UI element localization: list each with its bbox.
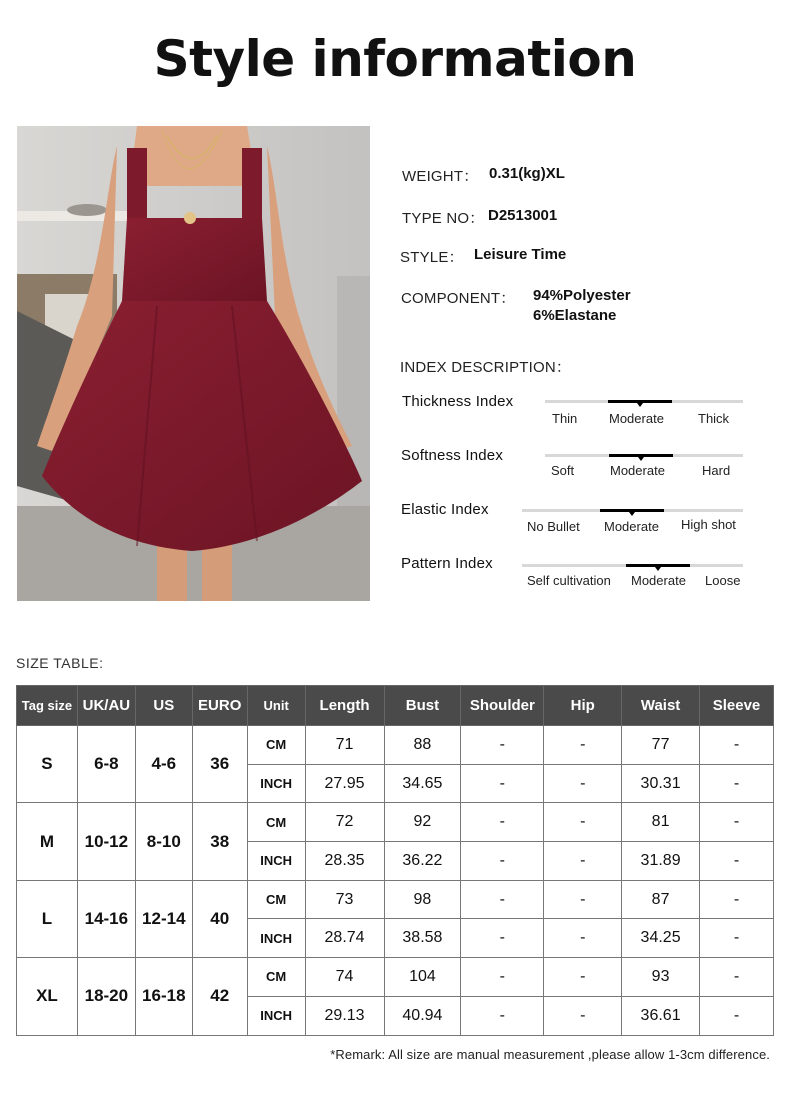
hip-cell: - [544,764,622,803]
us-cell: 16-18 [135,958,192,1035]
sleeve-cell: - [700,919,774,958]
thickness-index-title: Thickness Index [402,393,514,410]
euro-cell: 36 [192,726,247,803]
header-unit: Unit [247,686,305,726]
component-value-2: 6%Elastane [533,307,617,324]
length-cell: 71 [305,726,384,765]
type-no-value: D2513001 [488,207,558,224]
bust-cell: 38.58 [384,919,461,958]
unit-cell: INCH [247,764,305,803]
sleeve-cell: - [700,880,774,919]
unit-cell: CM [247,958,305,997]
header-us: US [135,686,192,726]
table-row [17,958,774,997]
waist-cell: 87 [622,880,700,919]
component-label: COMPONENT： [401,290,516,307]
hip-cell: - [544,880,622,919]
header-hip: Hip [544,686,622,726]
uk-au-cell: 10-12 [77,803,135,880]
bust-cell: 36.22 [384,842,461,881]
pattern-index-marker-icon [655,567,661,571]
tag-size-cell: M [17,803,78,880]
unit-cell: INCH [247,919,305,958]
shoulder-cell: - [461,842,544,881]
softness-option-soft: Soft [551,463,575,478]
bust-cell: 34.65 [384,764,461,803]
sleeve-cell: - [700,764,774,803]
tag-size-cell: L [17,880,78,957]
hip-cell: - [544,958,622,997]
table-row [17,803,774,842]
pattern-option-moderate: Moderate [631,573,686,588]
tag-size-cell: S [17,726,78,803]
sleeve-cell: - [700,842,774,881]
length-cell: 72 [305,803,384,842]
tag-size-cell: XL [17,958,78,1035]
shoulder-cell: - [461,764,544,803]
bust-cell: 104 [384,958,461,997]
size-table-header [17,686,774,726]
sleeve-cell: - [700,726,774,765]
bust-cell: 40.94 [384,996,461,1035]
table-row [17,880,774,919]
unit-cell: CM [247,880,305,919]
length-cell: 28.35 [305,842,384,881]
waist-cell: 81 [622,803,700,842]
length-cell: 74 [305,958,384,997]
hip-cell: - [544,726,622,765]
hip-cell: - [544,919,622,958]
header-euro: EURO [192,686,247,726]
weight-value: 0.31(kg)XL [489,165,565,182]
shoulder-cell: - [461,996,544,1035]
weight-label: WEIGHT： [402,168,479,185]
header-shoulder: Shoulder [461,686,544,726]
page-title: Style information [153,30,637,88]
length-cell: 29.13 [305,996,384,1035]
softness-index-title: Softness Index [401,447,504,464]
waist-cell: 36.61 [622,996,700,1035]
size-table [16,685,774,1036]
shoulder-cell: - [461,958,544,997]
waist-cell: 30.31 [622,764,700,803]
thickness-option-thick: Thick [698,411,730,426]
bust-cell: 98 [384,880,461,919]
measurement-remark: *Remark: All size are manual measurement ,please allow 1-3cm difference. [330,1047,770,1062]
length-cell: 27.95 [305,764,384,803]
waist-cell: 34.25 [622,919,700,958]
table-row [17,726,774,765]
uk-au-cell: 14-16 [77,880,135,957]
header-bust: Bust [384,686,461,726]
pattern-index-title: Pattern Index [401,555,493,572]
bust-cell: 92 [384,803,461,842]
dress-illustration [17,126,370,601]
shoulder-cell: - [461,919,544,958]
euro-cell: 42 [192,958,247,1035]
us-cell: 8-10 [135,803,192,880]
elastic-index-title: Elastic Index [401,501,489,518]
uk-au-cell: 18-20 [77,958,135,1035]
pattern-option-self-cultivation: Self cultivation [527,573,611,588]
product-photo [17,126,370,601]
style-value: Leisure Time [474,246,567,263]
unit-cell: CM [247,803,305,842]
type-no-label: TYPE NO： [402,210,485,227]
us-cell: 4-6 [135,726,192,803]
elastic-option-high-shot: High shot [681,517,736,532]
softness-option-moderate: Moderate [610,463,665,478]
hip-cell: - [544,842,622,881]
sleeve-cell: - [700,803,774,842]
header-sleeve: Sleeve [700,686,774,726]
euro-cell: 38 [192,803,247,880]
size-table-label: SIZE TABLE: [16,655,104,671]
header-tag-size: Tag size [17,686,78,726]
pattern-option-loose: Loose [705,573,741,588]
header-length: Length [305,686,384,726]
hip-cell: - [544,803,622,842]
elastic-option-no-bullet: No Bullet [527,519,580,534]
unit-cell: INCH [247,996,305,1035]
header-uk-au: UK/AU [77,686,135,726]
sleeve-cell: - [700,996,774,1035]
thickness-option-moderate: Moderate [609,411,664,426]
softness-option-hard: Hard [702,463,731,478]
euro-cell: 40 [192,880,247,957]
length-cell: 28.74 [305,919,384,958]
elastic-option-moderate: Moderate [604,519,659,534]
thickness-index-marker-icon [637,403,643,407]
thickness-option-thin: Thin [552,411,578,426]
unit-cell: CM [247,726,305,765]
shoulder-cell: - [461,803,544,842]
unit-cell: INCH [247,842,305,881]
uk-au-cell: 6-8 [77,726,135,803]
component-value-1: 94%Polyester [533,287,631,304]
length-cell: 73 [305,880,384,919]
waist-cell: 31.89 [622,842,700,881]
shoulder-cell: - [461,726,544,765]
elastic-index-marker-icon [629,512,635,516]
waist-cell: 93 [622,958,700,997]
softness-index-marker-icon [638,457,644,461]
shoulder-cell: - [461,880,544,919]
sleeve-cell: - [700,958,774,997]
style-label: STYLE： [400,249,464,266]
bust-cell: 88 [384,726,461,765]
index-heading: INDEX DESCRIPTION： [400,359,572,376]
waist-cell: 77 [622,726,700,765]
header-waist: Waist [622,686,700,726]
hip-cell: - [544,996,622,1035]
us-cell: 12-14 [135,880,192,957]
